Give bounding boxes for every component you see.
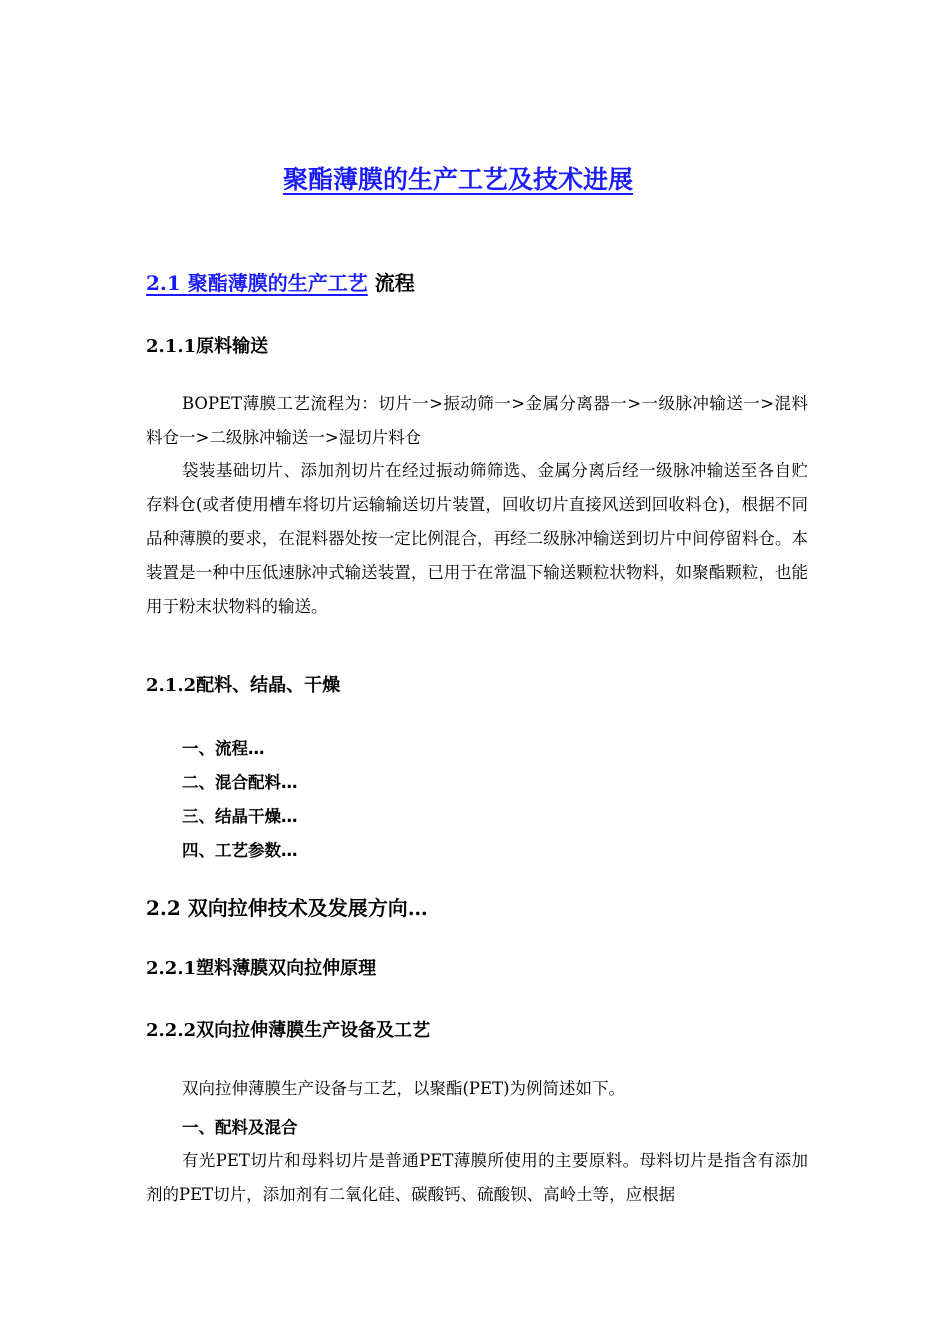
paragraph-process-flow: BOPET薄膜工艺流程为：切片一>振动筛一>金属分离器一>一级脉冲输送一>混料料仓一>二级脉冲输送一>湿切片料仓: [146, 394, 808, 447]
document-title[interactable]: 聚酯薄膜的生产工艺及技术进展: [282, 165, 633, 194]
list-item: 一、流程…: [182, 739, 265, 758]
list-item: 四、工艺参数…: [182, 841, 298, 860]
heading-2-2: 2.2 双向拉伸技术及发展方向…: [146, 896, 428, 920]
heading-2-2-1: 2.2.1塑料薄膜双向拉伸原理: [146, 958, 377, 979]
paragraph-raw-material-transport: 袋装基础切片、添加剂切片在经过振动筛筛选、金属分离后经一级脉冲输送至各自贮存料仓(或者使用槽车将切片运输输送切片装置，回收切片直接风送到回收料仓)，根据不同品种薄膜的要求，在混料器处按一定比例混合，再经二级脉冲输送到切片中间停留料仓。本装置是一种中压低速脉冲式输送装置，已用于在常温下输送颗粒状物料，如聚酯颗粒，也能用于粉末状物料的输送。: [146, 461, 808, 616]
heading-2-1-suffix: 流程: [374, 271, 415, 295]
paragraph-mixing: 有光PET切片和母料切片是普通PET薄膜所使用的主要原料。母料切片是指含有添加剂的PET切片，添加剂有二氧化硅、碳酸钙、硫酸钡、高岭土等，应根据: [146, 1151, 808, 1204]
list-item: 二、混合配料…: [182, 773, 298, 792]
subheading-mixing: 一、配料及混合: [182, 1118, 298, 1137]
heading-2-2-2: 2.2.2双向拉伸薄膜生产设备及工艺: [146, 1020, 431, 1041]
paragraph-equipment-intro: 双向拉伸薄膜生产设备与工艺，以聚酯(PET)为例简述如下。: [182, 1079, 626, 1098]
list-item: 三、结晶干燥…: [182, 807, 298, 826]
heading-2-1: [146, 267, 415, 296]
heading-2-1-2: 2.1.2配料、结晶、干燥: [146, 675, 341, 696]
heading-2-1-1: 2.1.1原料输送: [146, 336, 269, 357]
heading-2-1-link[interactable]: 2.1 聚酯薄膜的生产工艺: [146, 271, 368, 295]
